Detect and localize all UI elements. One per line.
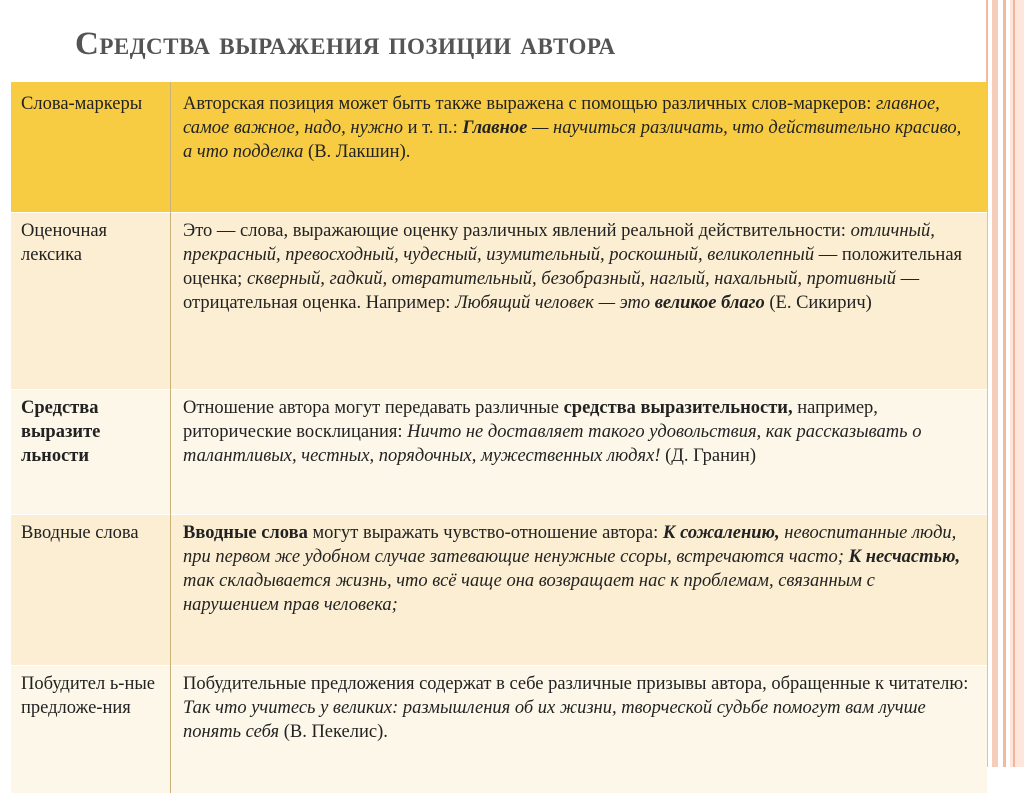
description-text: Так что учитесь у великих: размышления об их жизни, творческой судьбе помогут вам лучше понять себя <box>183 698 926 742</box>
description-text: могут выражать чувство-отношение автора: <box>308 523 663 543</box>
description-text: скверный, гадкий, отвратительный, безобразный, наглый, нахальный, противный <box>247 269 896 289</box>
description-text: (В. Лакшин). <box>303 142 410 162</box>
content-table <box>11 82 987 793</box>
term-cell: Оценочная лексика <box>11 213 171 390</box>
description-text: Это — слова, выражающие оценку различных явлений реальной действительности: <box>183 221 851 241</box>
term-cell: Побудител ь-ные предложе-ния <box>11 666 171 793</box>
description-text: например, риторические восклицания: <box>183 398 878 442</box>
term-cell: Вводные слова <box>11 515 171 666</box>
description-text: (В. Пекелис). <box>279 722 388 742</box>
term-cell: Средства выразите льности <box>11 390 171 515</box>
description-text: невоспитанные люди, при первом же удобном случае затевающие ненужные ссоры, встречаются часто; <box>183 523 956 567</box>
description-text: Ничто не доставляет такого удовольствия, как рассказывать о талантливых, честных, порядочных, мужественных людях! <box>183 422 921 466</box>
description-text: Отношение автора могут передавать различные <box>183 398 564 418</box>
slide-title: Средства выражения позиции автора <box>75 26 616 63</box>
description-text: Вводные слова <box>183 523 308 543</box>
description-text: — научиться различать, что действительно красиво, а что подделка <box>183 118 961 162</box>
description-cell <box>171 666 988 793</box>
description-text: и т. п.: <box>403 118 462 138</box>
term-cell: Слова-маркеры <box>11 82 171 213</box>
description-text: средства выразительности, <box>564 398 793 418</box>
decor-stripe <box>1003 0 1006 767</box>
description-text: (Е. Сикирич) <box>765 293 872 313</box>
description-text: К сожалению, <box>663 523 780 543</box>
description-text: (Д. Гранин) <box>660 446 756 466</box>
description-cell <box>171 82 988 213</box>
description-text: Авторская позиция может быть также выражена с помощью различных слов-маркеров: <box>183 94 876 114</box>
description-cell <box>171 515 988 666</box>
description-text: так складывается жизнь, что всё чаще она возвращает нас к проблемам, связанным с нарушением прав человека; <box>183 571 875 615</box>
description-text: — отрицательная оценка. Например: <box>183 269 919 313</box>
description-text: Побудительные предложения содержат в себе различные призывы автора, обращенные к читателю: <box>183 674 968 694</box>
description-text: Любящий человек — это <box>455 293 655 313</box>
table-row <box>11 213 987 390</box>
description-text: К несчастью, <box>849 547 961 567</box>
description-cell <box>171 390 988 515</box>
description-cell <box>171 213 988 390</box>
description-text: отличный, прекрасный, превосходный, чудесный, изумительный, роскошный, великолепный <box>183 221 935 265</box>
description-text: главное, самое важное, надо, нужно <box>183 94 940 138</box>
decor-stripe <box>1013 0 1015 767</box>
description-text: великое благо <box>655 293 765 313</box>
table-row <box>11 666 987 793</box>
description-text: — положительная оценка; <box>183 245 962 289</box>
table-row <box>11 515 987 666</box>
table-row <box>11 390 987 515</box>
table-row <box>11 82 987 213</box>
decor-stripe <box>992 0 998 767</box>
description-text: Главное <box>462 118 527 138</box>
